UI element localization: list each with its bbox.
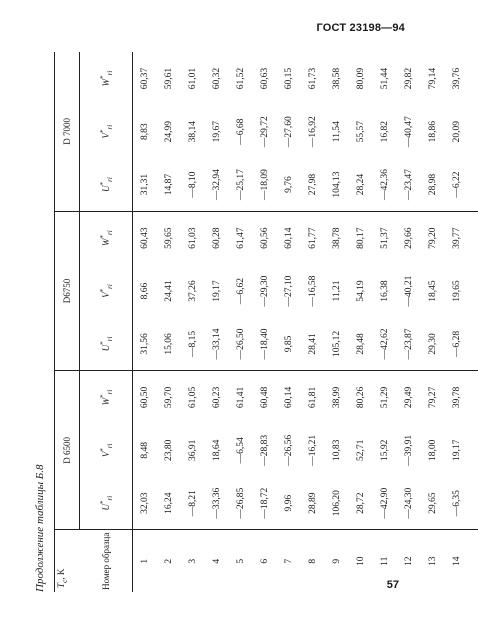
column-header-d6750-u: $U^*_{ri}$ [80,318,133,371]
table-row [205,52,229,592]
table-row [445,52,478,592]
value-cell: 60,56 [260,227,270,249]
value-cell: 61,81 [308,386,318,409]
sample-number-cell: 7 [284,558,294,564]
value-cell: 9,85 [277,318,301,371]
rotated-table-page [32,52,462,592]
value-cell: —6,28 [445,318,478,371]
value-cell: 24,41 [164,280,174,302]
sample-number-cell: 8 [308,558,318,564]
value-cell: 54,19 [356,280,366,302]
value-cell: 8,83 [140,123,150,140]
value-cell: 39,77 [452,227,462,249]
value-cell: 37,26 [188,280,198,302]
column-header-d6750-v: $V^*_{ri}$ [80,264,133,317]
value-cell: —33,14 [205,318,229,371]
table-row [301,52,325,592]
value-cell: 51,29 [380,386,390,409]
value-cell: —29,30 [260,275,270,307]
value-cell: 60,63 [260,67,270,90]
value-cell: 29,82 [404,67,414,90]
group-header-d6750: D6750 [55,211,80,370]
value-cell: 9,76 [277,158,301,211]
group-header-d6500: D 6500 [55,371,80,530]
value-cell: 55,57 [356,121,366,143]
value-cell: 61,03 [188,227,198,249]
page-number: 57 [386,579,399,591]
table-row [253,52,277,592]
value-cell: —23,47 [397,158,421,211]
value-cell: —29,72 [260,116,270,148]
value-cell: —6,22 [445,158,478,211]
value-cell: 60,14 [284,386,294,409]
value-cell: —42,62 [373,318,397,371]
sample-number-cell: 6 [260,558,270,564]
data-table [54,52,478,592]
standard-header: ГОСТ 23198—94 [316,22,405,34]
table-row [133,52,158,592]
value-cell: 61,05 [188,386,198,409]
value-cell: —16,21 [308,434,318,466]
value-cell: —42,90 [373,477,397,530]
value-cell: 38,14 [188,121,198,143]
value-cell: 18,64 [212,439,222,462]
value-cell: 28,24 [349,158,373,211]
sample-number-cell: 12 [404,556,414,566]
value-cell: 80,26 [356,386,366,409]
value-cell: 61,52 [236,67,246,90]
value-cell: —6,68 [236,118,246,145]
value-cell: 61,01 [188,67,198,90]
value-cell: 31,31 [133,158,158,211]
sample-number-cell: 2 [164,558,174,564]
value-cell: —26,50 [229,318,253,371]
value-cell: —40,47 [404,116,414,148]
value-cell: 28,72 [349,477,373,530]
value-cell: 18,00 [428,439,438,462]
value-cell: 9,96 [277,477,301,530]
value-cell: 27,98 [301,158,325,211]
value-cell: —6,35 [445,477,478,530]
value-cell: 61,77 [308,227,318,249]
sample-number-cell: 11 [380,556,390,566]
value-cell: 105,12 [325,318,349,371]
value-cell: 8,48 [140,442,150,459]
value-cell: 52,71 [356,439,366,462]
value-cell: 29,66 [404,227,414,249]
sample-number-cell: 1 [140,558,150,564]
sample-number-cell: 9 [332,558,342,564]
value-cell: 32,03 [133,477,158,530]
value-cell: 11,21 [332,280,342,302]
value-cell: 60,37 [140,67,150,90]
column-header-d7000-u: $U^*_{ri}$ [80,158,133,211]
value-cell: 79,20 [428,227,438,249]
sample-number-cell: 14 [452,556,462,566]
value-cell: 18,45 [428,280,438,302]
value-cell: 29,49 [404,386,414,409]
value-cell: —8,15 [181,318,205,371]
table-row [397,52,421,592]
value-cell: 59,65 [164,227,174,249]
sample-number-cell: 10 [356,556,366,566]
value-cell: 79,27 [428,386,438,409]
value-cell: —28,83 [260,434,270,466]
value-cell: 18,86 [428,121,438,143]
value-cell: 60,50 [140,386,150,409]
table-row [181,52,205,592]
value-cell: 24,99 [164,121,174,143]
value-cell: 60,43 [140,227,150,249]
value-cell: 80,09 [356,67,366,90]
value-cell: —32,94 [205,158,229,211]
table-row [421,52,445,592]
value-cell: 15,06 [157,318,181,371]
group-header-d7000: D 7000 [55,52,80,211]
value-cell: 38,58 [332,67,342,90]
value-cell: —18,72 [253,477,277,530]
value-cell: —39,91 [404,434,414,466]
value-cell: 10,83 [332,439,342,462]
column-header-d7000-v: $V^*_{ri}$ [80,105,133,158]
value-cell: 60,32 [212,67,222,90]
value-cell: 29,30 [421,318,445,371]
sample-number-cell: 5 [236,558,246,564]
value-cell: 29,65 [421,477,445,530]
value-cell: —26,56 [284,434,294,466]
table-row [349,52,373,592]
value-cell: 16,24 [157,477,181,530]
value-cell: —8,21 [181,477,205,530]
table-row [277,52,301,592]
value-cell: 36,91 [188,439,198,462]
value-cell: 51,44 [380,67,390,90]
value-cell: 59,61 [164,67,174,90]
value-cell: —27,60 [284,116,294,148]
value-cell: 79,14 [428,67,438,90]
value-cell: 28,41 [301,318,325,371]
value-cell: 60,14 [284,227,294,249]
value-cell: 19,17 [452,439,462,462]
sample-number-cell: 4 [212,558,222,564]
value-cell: —16,92 [308,116,318,148]
value-cell: 104,13 [325,158,349,211]
value-cell: 14,87 [157,158,181,211]
value-cell: 106,20 [325,477,349,530]
value-cell: —27,10 [284,275,294,307]
value-cell: —24,30 [397,477,421,530]
sample-number-cell: 13 [428,556,438,566]
value-cell: 61,73 [308,67,318,90]
value-cell: —26,85 [229,477,253,530]
value-cell: 11,54 [332,121,342,143]
value-cell: —18,09 [253,158,277,211]
column-header-d7000-w: $W^*_{ri}$ [80,52,133,105]
value-cell: 61,41 [236,386,246,409]
corner-temperature-label: $T_c$, K [55,530,80,592]
value-cell: —6,54 [236,437,246,464]
value-cell: 15,92 [380,439,390,462]
value-cell: 28,48 [349,318,373,371]
value-cell: 23,80 [164,439,174,462]
value-cell: 39,78 [452,386,462,409]
table-row [373,52,397,592]
value-cell: 16,38 [380,280,390,302]
value-cell: 61,47 [236,227,246,249]
value-cell: 60,15 [284,67,294,90]
value-cell: 39,76 [452,67,462,90]
table-row [325,52,349,592]
value-cell: 60,23 [212,386,222,409]
table-row [229,52,253,592]
value-cell: 80,17 [356,227,366,249]
table-row [157,52,181,592]
value-cell: 19,17 [212,280,222,302]
column-header-d6500-w: $W^*_{ri}$ [80,371,133,424]
value-cell: —8,10 [181,158,205,211]
value-cell: 16,82 [380,121,390,143]
value-cell: —16,58 [308,275,318,307]
value-cell: 28,98 [421,158,445,211]
value-cell: 28,89 [301,477,325,530]
value-cell: 8,66 [140,282,150,300]
value-cell: 19,67 [212,121,222,143]
value-cell: 31,56 [133,318,158,371]
value-cell: —23,87 [397,318,421,371]
value-cell: —40,21 [404,275,414,307]
value-cell: 60,28 [212,227,222,249]
value-cell: 38,99 [332,386,342,409]
table-caption: Продолжение таблицы Б.8 [34,464,46,592]
value-cell: —18,40 [253,318,277,371]
value-cell: 59,70 [164,386,174,409]
column-header-d6500-u: $U^*_{ri}$ [80,477,133,530]
value-cell: 60,48 [260,386,270,409]
value-cell: —42,36 [373,158,397,211]
value-cell: 38,78 [332,227,342,249]
value-cell: 19,65 [452,280,462,302]
value-cell: 20,09 [452,121,462,143]
sample-number-cell: 3 [188,558,198,564]
sample-number-header: Номер образца [80,530,133,592]
column-header-d6750-w: $W^*_{ri}$ [80,211,133,264]
value-cell: —6,62 [236,277,246,305]
column-header-d6500-v: $V^*_{ri}$ [80,424,133,477]
value-cell: —25,17 [229,158,253,211]
value-cell: —33,36 [205,477,229,530]
value-cell: 51,37 [380,227,390,249]
